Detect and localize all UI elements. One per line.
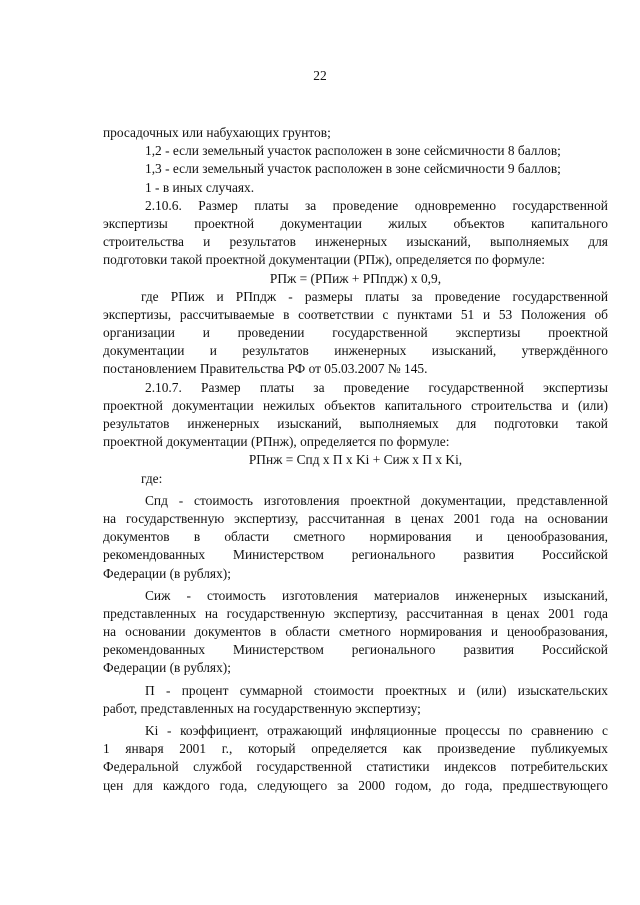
text-line: проектной документации (РПнж), определяется по формуле: xyxy=(103,434,450,450)
word: выполняемых xyxy=(359,416,439,431)
word: капитального xyxy=(384,397,462,413)
word: изысканий, xyxy=(406,234,471,250)
text-line: просадочных или набухающих грунтов; xyxy=(103,125,331,140)
word: области xyxy=(285,624,331,640)
word: Министерством xyxy=(233,547,324,563)
justified-line xyxy=(103,777,608,795)
word: процессы xyxy=(445,723,501,738)
word: документации xyxy=(172,397,254,413)
word: инфляционные xyxy=(350,723,437,738)
text-line: 1,2 - если земельный участок расположен в зоне сейсмичности 8 баллов; xyxy=(145,143,561,159)
word: проектной xyxy=(350,492,411,508)
text-line: 1 - в иных случаях. xyxy=(145,179,255,195)
justified-line xyxy=(103,546,608,564)
word: ценах xyxy=(506,605,540,621)
word: сметного xyxy=(293,529,346,545)
word: - xyxy=(186,587,191,603)
word: платы xyxy=(254,197,289,213)
word: документации xyxy=(103,343,185,359)
word: до xyxy=(441,777,455,793)
word: государственной xyxy=(428,379,524,395)
word: документов xyxy=(103,529,170,545)
word: размеры xyxy=(304,288,353,304)
justified-line xyxy=(103,197,608,215)
word: за xyxy=(337,777,349,793)
word: выполняемых xyxy=(489,234,570,250)
word: объектов xyxy=(324,397,376,413)
justified-line xyxy=(103,587,608,605)
word: инженерных xyxy=(187,416,260,431)
word: года xyxy=(490,510,515,526)
word: экспертизы xyxy=(455,325,521,341)
word: следующего xyxy=(257,777,328,793)
word: на xyxy=(103,510,117,526)
word: изысканий, xyxy=(543,587,608,603)
word: пунктами xyxy=(397,306,453,322)
word: на xyxy=(204,605,218,621)
word: 2001 xyxy=(179,741,207,757)
word: стоимость xyxy=(194,492,253,508)
word: и xyxy=(216,288,224,304)
word: инженерных xyxy=(334,343,407,359)
justified-line xyxy=(103,342,608,360)
text-line: работ, представленных на государственную экспертизу; xyxy=(103,700,421,716)
word: в xyxy=(394,510,402,526)
justified-line xyxy=(103,306,608,324)
word: Ki xyxy=(145,723,159,738)
word: государственной xyxy=(256,759,352,775)
word: одновременно xyxy=(414,197,497,213)
text-line: 1,3 - если земельный участок расположен в зоне сейсмичности 9 баллов; xyxy=(145,161,561,177)
word: платы xyxy=(259,379,295,395)
word: - xyxy=(178,492,184,508)
justified-line xyxy=(103,605,608,623)
word: регионального xyxy=(351,642,436,658)
word: рекомендованных xyxy=(103,642,206,658)
word: проведении xyxy=(237,325,305,341)
justified-line xyxy=(103,758,608,776)
justified-line xyxy=(103,740,608,758)
justified-line xyxy=(103,288,608,306)
word: проведение xyxy=(332,197,399,213)
word: Российской xyxy=(541,642,608,658)
word: 53 xyxy=(498,306,513,322)
word: развития xyxy=(463,547,515,563)
text-line: где: xyxy=(141,470,163,486)
justified-line xyxy=(103,233,608,251)
document-body xyxy=(103,124,608,795)
word: Российской xyxy=(541,547,608,563)
word: года xyxy=(583,605,608,621)
word: по xyxy=(508,723,523,738)
word: изготовления xyxy=(263,492,340,508)
word: определяется xyxy=(311,741,388,757)
word: основании xyxy=(125,624,186,640)
word: на xyxy=(524,510,538,526)
word: для xyxy=(456,416,477,431)
word: 1 xyxy=(103,741,110,757)
word: процент xyxy=(181,682,229,698)
word: и xyxy=(203,234,211,250)
word: организации xyxy=(103,325,175,341)
word: ценообразования, xyxy=(507,529,608,545)
word: представленных xyxy=(103,605,197,621)
word: в xyxy=(270,624,277,640)
word: каждого xyxy=(162,777,210,793)
word: и xyxy=(209,343,217,359)
justified-line xyxy=(103,379,608,397)
word: произведение xyxy=(437,741,516,757)
word: и xyxy=(490,624,499,640)
word: публикуемых xyxy=(530,741,608,757)
word: в xyxy=(283,306,290,322)
word: 2.10.7. xyxy=(145,379,182,395)
word: с xyxy=(382,306,389,322)
word: результатов xyxy=(103,416,170,431)
word: документации, xyxy=(421,492,506,508)
word: П xyxy=(145,682,155,698)
word: строительства xyxy=(103,234,184,250)
word: результатов xyxy=(229,234,296,250)
word: - xyxy=(167,723,172,738)
justified-line xyxy=(103,492,608,510)
justified-line xyxy=(103,682,608,700)
justified-line xyxy=(103,641,608,659)
word: за xyxy=(305,197,317,213)
word: проектных xyxy=(385,682,447,698)
text-line: постановлением Правительства РФ от 05.03.2007 № 145. xyxy=(103,361,428,377)
word: Федеральной xyxy=(103,759,179,775)
word: сметного xyxy=(339,624,391,640)
word: нормирования xyxy=(369,529,452,545)
word: как xyxy=(402,741,422,757)
word: утверждённого xyxy=(521,343,608,359)
word: коэффициент, xyxy=(180,723,259,738)
word: регионального xyxy=(351,547,436,563)
word: объектов xyxy=(453,215,505,231)
word: представленной xyxy=(516,492,608,508)
word: - xyxy=(165,682,171,698)
word: стоимость xyxy=(207,587,266,603)
word: соответствии xyxy=(298,306,374,322)
word: статистики xyxy=(366,759,430,775)
word: и xyxy=(202,325,210,341)
word: Положения xyxy=(520,306,586,322)
word: проведение xyxy=(343,379,410,395)
word: службой xyxy=(193,759,243,775)
word: Спд xyxy=(145,492,168,508)
word: такой xyxy=(576,416,608,431)
text-line: подготовки такой проектной документации (РПж), определяется по формуле: xyxy=(103,252,545,268)
word: экспертизы xyxy=(103,215,168,231)
word: инженерных xyxy=(315,234,388,250)
word: Министерством xyxy=(233,642,324,658)
word: 2001 xyxy=(548,605,576,621)
word: в xyxy=(491,605,499,621)
word: для xyxy=(588,234,608,250)
word: материалов xyxy=(373,587,440,603)
word: где xyxy=(141,288,159,304)
word: государственной xyxy=(512,288,608,304)
word: за xyxy=(313,379,325,395)
word: нежилых xyxy=(263,397,315,413)
word: документов xyxy=(194,624,262,640)
word: документации xyxy=(280,215,362,231)
word: цен xyxy=(103,777,124,793)
word: проведение xyxy=(434,288,501,304)
page-number: 22 xyxy=(313,68,327,83)
word: нормирования xyxy=(399,624,482,640)
word: за xyxy=(411,288,423,304)
word: РПпдж xyxy=(235,288,277,304)
word: 2.10.6. xyxy=(145,197,182,213)
word: и xyxy=(458,682,466,698)
word: жилых xyxy=(388,215,428,231)
justified-line xyxy=(103,415,608,433)
justified-line xyxy=(103,510,608,528)
word: Размер xyxy=(201,379,241,395)
formula-rpzh: РПж = (РПиж + РПпдж) х 0,9, xyxy=(269,270,442,286)
word: рассчитываемые xyxy=(179,306,275,322)
word: инженерных xyxy=(455,587,528,603)
word: РПиж xyxy=(170,288,205,304)
word: экспертизы, xyxy=(103,306,172,322)
word: экспертизу, xyxy=(333,605,398,621)
word: 2000 xyxy=(358,777,386,793)
formula-rpnzh: РПнж = Спд х П х Ki + Сиж х П х Ki, xyxy=(248,452,463,468)
word: сравнению xyxy=(531,723,594,738)
word: года, xyxy=(464,777,493,793)
word: государственной xyxy=(512,197,608,213)
word: и xyxy=(561,397,569,413)
word: индексов xyxy=(444,759,497,775)
word: экспертизы xyxy=(543,379,608,395)
word: с xyxy=(602,723,608,738)
justified-line xyxy=(103,397,608,415)
word: изысканий, xyxy=(277,416,342,431)
word: проектной xyxy=(103,397,163,413)
word: 2001 xyxy=(453,510,481,526)
word: строительства xyxy=(471,397,553,413)
word: ценах xyxy=(410,510,444,526)
word: экспертизу, xyxy=(234,510,299,526)
word: результатов xyxy=(242,343,309,359)
word: годом, xyxy=(394,777,432,793)
word: на xyxy=(103,624,117,640)
word: проектной xyxy=(194,215,255,231)
word: для xyxy=(133,777,153,793)
justified-line xyxy=(103,215,608,233)
justified-line xyxy=(103,623,608,641)
word: изготовления xyxy=(282,587,358,603)
word: подготовки xyxy=(494,416,559,431)
word: изыскательских xyxy=(517,682,608,698)
word: рассчитанная xyxy=(308,510,385,526)
word: (или) xyxy=(476,682,507,698)
word: 51 xyxy=(460,306,475,322)
word: рассчитанная xyxy=(406,605,484,621)
word: основании xyxy=(547,510,608,526)
word: платы xyxy=(364,288,400,304)
word: суммарной xyxy=(239,682,303,698)
word: в xyxy=(193,529,201,545)
word: развития xyxy=(463,642,515,658)
word: государственную xyxy=(226,605,325,621)
word: Сиж xyxy=(145,587,171,603)
justified-line xyxy=(103,722,608,740)
text-line: Федерации (в рублях); xyxy=(103,565,231,581)
word: стоимости xyxy=(313,682,374,698)
word: государственной xyxy=(332,325,428,341)
word: рекомендованных xyxy=(103,547,206,563)
word: об xyxy=(594,306,608,322)
word: января xyxy=(125,741,164,757)
word: предшествующего xyxy=(502,777,608,793)
word: области xyxy=(224,529,270,545)
word: и xyxy=(475,529,483,545)
word: который xyxy=(248,741,296,757)
word: проектной xyxy=(548,325,608,341)
word: ценообразования, xyxy=(506,624,608,640)
word: - xyxy=(288,288,293,304)
word: государственную xyxy=(126,510,225,526)
justified-line xyxy=(103,324,608,342)
word: (или) xyxy=(578,397,608,413)
word: отражающий xyxy=(267,723,343,738)
justified-line xyxy=(103,528,608,546)
word: потребительских xyxy=(510,759,608,775)
text-line: Федерации (в рублях); xyxy=(103,660,231,676)
word: капитального xyxy=(530,215,608,231)
word: Размер xyxy=(198,197,238,213)
word: г., xyxy=(221,741,233,757)
word: и xyxy=(482,306,491,322)
word: изысканий, xyxy=(431,343,497,359)
word: года, xyxy=(219,777,248,793)
